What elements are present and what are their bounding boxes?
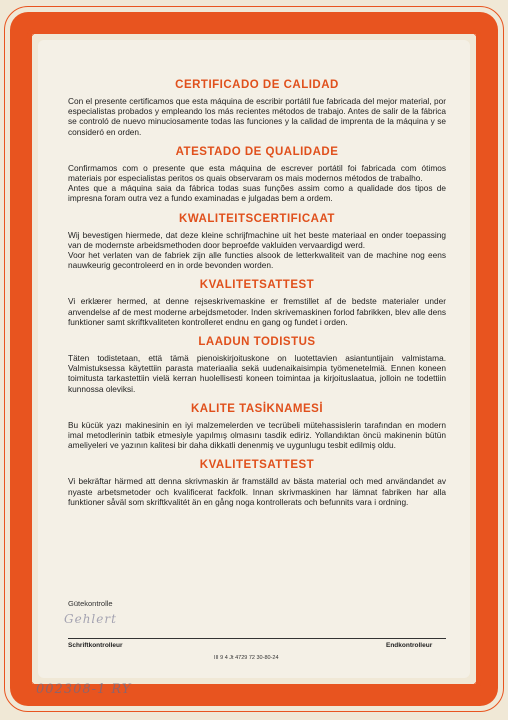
final-inspector-label: Endkontrolleur <box>386 642 433 649</box>
section-spanish <box>68 78 446 137</box>
section-text: Bu kücük yazı makinesinin en iyi malzemelerden ve tecrübeli mütehassislerin tarafından en modern imal metodlerinin tatbik etmesiyle yapılmış olmasını tasdik ediriz. Yollandıktan öncü makinenin bütün ameliyeleri ve yazının kalitesi bir daha dikkatli denenmiş ve uygunlugu tesbit edilmiş oldu. <box>68 419 446 451</box>
certificate-content <box>68 78 446 507</box>
script-inspector-label: Schriftkontrolleur <box>68 642 123 649</box>
section-dutch <box>68 212 446 271</box>
inspector-signature: Gehlert <box>64 612 117 626</box>
section-finnish <box>68 335 446 394</box>
section-title: KALITE TASİKNAMESİ <box>190 402 324 415</box>
section-title: KWALITEITSCERTIFICAAT <box>179 212 335 225</box>
section-text: Con el presente certificamos que esta máquina de escribir portátil fue fabricada del mejor material, por especialistas probados y empleando los más recientes métodos de trabajo. Antes de salir de la fábrica se controló de nuevo minuciosamente todas las funciones y la calidad de imprenta de la máquina y se consideró en orden. <box>68 96 446 137</box>
handwritten-serial: 002308-1 RY <box>36 682 132 697</box>
section-text: Vi erklærer hermed, at denne rejseskrivemaskine er fremstillet af de bedste materialer under anvendelse af de mest moderne arbejdsmetoder. Inden skrivemaskinen forlod fabrikken, blev alle dens funktioner samt skriftkvaliteten kontrolleret endnu en gang og fundet i orden. <box>68 296 446 327</box>
signature-line <box>68 638 446 639</box>
section-danish <box>68 278 446 327</box>
section-text: Vi bekräftar härmed att denna skrivmaskin är framställd av bästa material och med användandet av nyaste arbetsmetoder och kvalificerat fackfolk. Innan skrivmaskinen har lämnat fabriken har alla funktioner såväl som skriftkvalitét än en gång noga kontrollerats och befunnits vara i ordning. <box>68 476 446 507</box>
section-title: CERTIFICADO DE CALIDAD <box>175 79 339 91</box>
section-portuguese <box>68 145 446 204</box>
section-title: KVALITETSATTEST <box>199 459 315 472</box>
section-title: LAADUN TODISTUS <box>198 336 316 349</box>
section-text: Confirmamos com o presente que esta máquina de escrever portátil foi fabricada com ótimos materiais por especialistas peritos os quais observaram os mais modernos métodos de trabalho. Antes que a máquina saia da fábrica todas suas funções assim como a qualidade dos tipos de impresna foram outra vez a fundo examinadas e julgadas bem a ordem. <box>68 162 446 204</box>
section-text: Täten todistetaan, että tämä pienoiskirjoituskone on luotettavien asiantuntijain valmistama. Valmistuksessa käytettiin parasta materiaalia sekä uudenaikaisimpia työmenetelmiä. Ennen koneen toimitusta tarkastettiin vielä kerran huolellisesti koneen toimintaa ja kirjoituslaatua, jolloin ne todettiin kunnossa oleviksi. <box>68 353 446 394</box>
section-turkish <box>68 402 446 451</box>
section-text: Wij bevestigen hiermede, dat deze kleine schrijfmachine uit het beste materiaal en onder toepassing van de modernste arbeidsmethoden door beproefde vakluiden vervaardigd werd. Voor het verlaten van de fabriek zijn alle functies alsook de letterkwaliteit van de machine nog eens nauwkeurig gecontroleerd en in orde bevonden worden. <box>68 229 446 271</box>
quality-control-label: Gütekontrolle <box>68 599 113 608</box>
print-codes: III 9 4 Jt 4729 72 30-80-24 <box>214 655 279 661</box>
section-title: KVALITETSATTEST <box>199 279 315 292</box>
section-title: ATESTADO DE QUALIDADE <box>175 145 339 158</box>
section-swedish <box>68 458 446 507</box>
